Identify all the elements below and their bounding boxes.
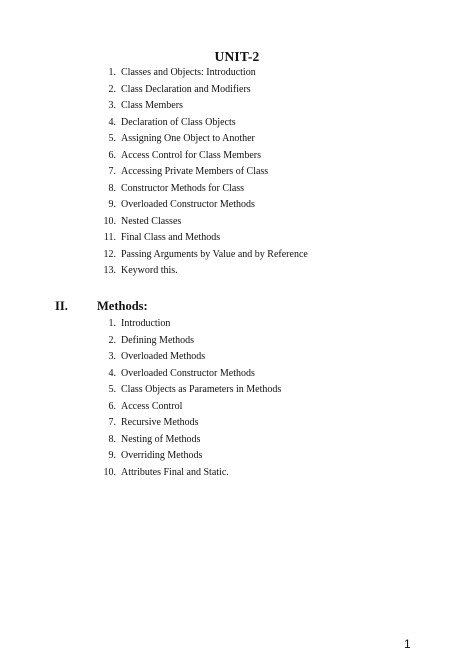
list-item	[108, 449, 281, 466]
list-item	[108, 132, 308, 149]
list-item	[108, 367, 281, 384]
list-item	[108, 165, 308, 182]
item-text: Nesting of Methods	[121, 433, 201, 445]
list-item	[108, 317, 281, 334]
list-item	[108, 383, 282, 400]
list-item	[108, 182, 308, 199]
item-number: 12.	[103, 248, 116, 260]
item-number: 4.	[108, 116, 116, 128]
item-text: Attributes Final and Static.	[121, 466, 229, 478]
item-text: Class Members	[121, 100, 183, 111]
list-item	[108, 116, 308, 133]
list-item	[108, 350, 281, 367]
item-number: 10.	[103, 466, 116, 478]
list-item	[103, 264, 308, 281]
list-item	[108, 400, 281, 417]
methods-topic-list	[103, 317, 282, 482]
item-number: 13.	[103, 265, 116, 276]
item-number: 4.	[108, 367, 116, 379]
item-number: 3.	[108, 351, 116, 362]
item-text: Declaration of Class Objects	[121, 116, 236, 128]
item-number: 5.	[108, 133, 116, 144]
section-title: Methods:	[97, 299, 148, 313]
item-text: Passing Arguments by Value and by Reference	[121, 248, 308, 260]
item-number: 1.	[108, 67, 116, 78]
list-item	[103, 248, 308, 265]
item-text: Access Control for Class Members	[121, 149, 261, 161]
item-number: 2.	[108, 334, 116, 346]
list-item	[108, 83, 308, 100]
item-number: 2.	[108, 83, 116, 95]
item-text: Keyword this.	[121, 265, 178, 276]
list-item	[108, 334, 281, 351]
item-text: Class Declaration and Modifiers	[121, 83, 251, 95]
item-text: Recursive Methods	[121, 417, 199, 428]
item-number: 6.	[108, 149, 116, 161]
item-number: 7.	[108, 417, 116, 428]
item-number: 5.	[108, 384, 116, 395]
item-text: Overloaded Constructor Methods	[121, 199, 255, 210]
item-text: Constructor Methods for Class	[121, 182, 245, 194]
item-text: Assigning One Object to Another	[121, 133, 255, 144]
item-text: Access Control	[121, 400, 183, 412]
list-item	[108, 198, 308, 215]
unit-title: UNIT-2	[214, 49, 260, 64]
item-number: 9.	[108, 199, 116, 210]
list-item	[103, 231, 308, 248]
item-text: Overloaded Methods	[121, 351, 206, 362]
item-number: 11.	[103, 232, 116, 243]
list-item	[108, 66, 308, 83]
item-number: 7.	[108, 166, 116, 177]
list-item	[108, 433, 281, 450]
item-number: 10.	[103, 215, 116, 227]
item-text: Nested Classes	[121, 215, 182, 227]
item-number: 3.	[108, 100, 116, 111]
item-number: 6.	[108, 400, 116, 412]
list-item	[103, 466, 281, 483]
unit-topic-list	[103, 66, 308, 281]
page-number: 1	[404, 637, 411, 651]
item-text: Overriding Methods	[121, 450, 203, 461]
item-number: 8.	[108, 433, 116, 445]
list-item	[108, 149, 308, 166]
section-numeral: II.	[55, 299, 68, 313]
item-number: 8.	[108, 182, 116, 194]
list-item	[108, 99, 308, 116]
item-text: Accessing Private Members of Class	[121, 166, 269, 177]
item-text: Final Class and Methods	[121, 232, 221, 243]
item-text: Classes and Objects: Introduction	[121, 67, 256, 78]
item-text: Defining Methods	[121, 334, 195, 346]
list-item	[108, 416, 281, 433]
section-heading	[55, 299, 148, 314]
item-text: Overloaded Constructor Methods	[121, 367, 255, 379]
item-text: Introduction	[121, 318, 171, 329]
item-text: Class Objects as Parameters in Methods	[121, 384, 282, 395]
item-number: 1.	[108, 318, 116, 329]
item-number: 9.	[108, 450, 116, 461]
list-item	[103, 215, 308, 232]
